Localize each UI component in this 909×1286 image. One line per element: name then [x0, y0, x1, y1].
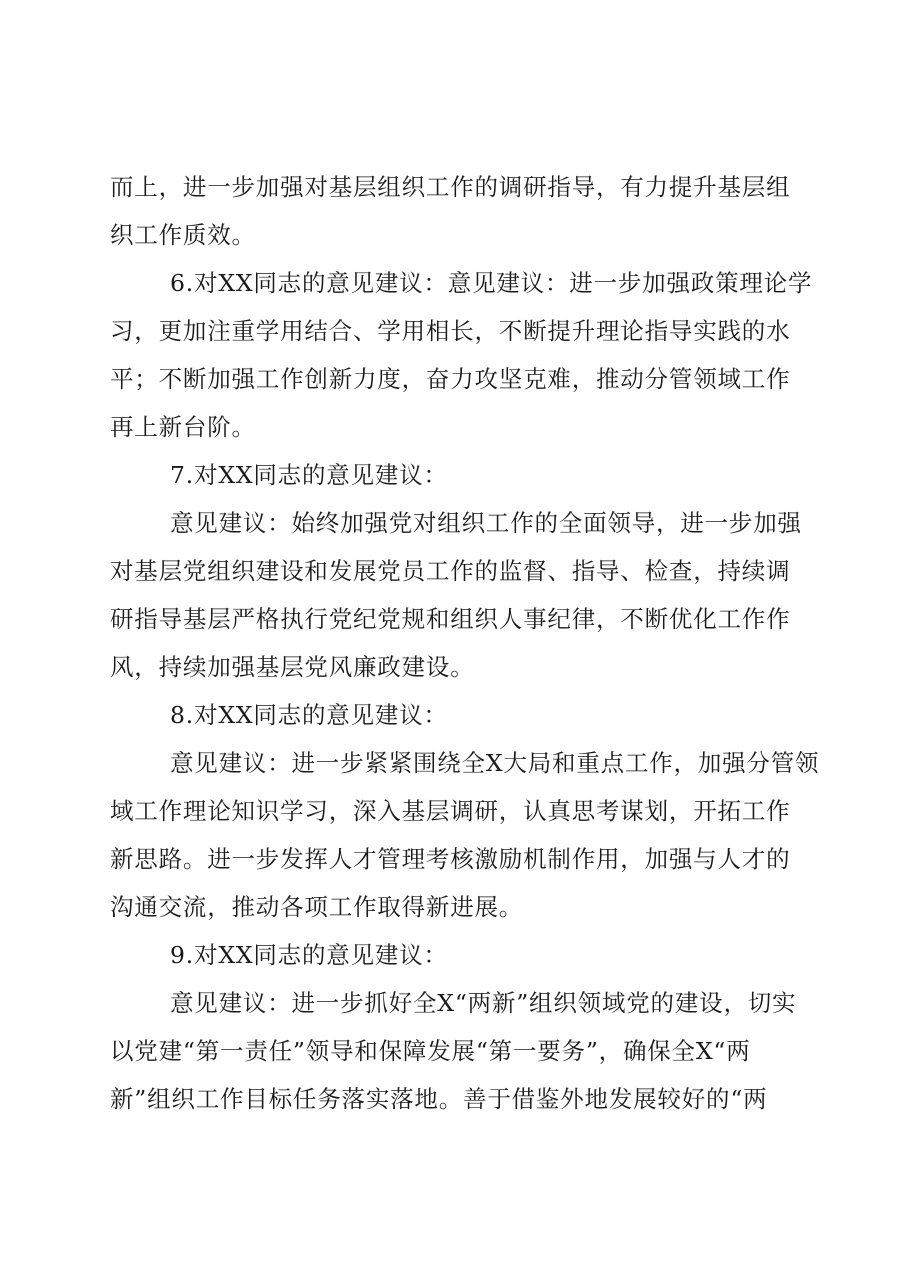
- paragraph-suggestion-9: [110, 979, 810, 1123]
- text-line: 风，持续加强基层党风廉政建设。: [110, 653, 475, 681]
- paragraph-heading-9: [110, 931, 810, 979]
- paragraph-continuation: [110, 163, 810, 259]
- text-line: 7.对XX同志的意见建议：: [170, 461, 448, 489]
- text-line: 意见建议：始终加强党对组织工作的全面领导，进一步加强: [170, 509, 802, 537]
- text-line: 以党建“第一责任”领导和保障发展“第一要务”，确保全X“两: [110, 1037, 751, 1065]
- text-line: 织工作质效。: [110, 221, 256, 249]
- text-line: 6.对XX同志的意见建议：意见建议：进一步加强政策理论学: [170, 269, 813, 297]
- text-line: 8.对XX同志的意见建议：: [170, 701, 448, 729]
- text-line: 意见建议：进一步抓好全X“两新”组织领域党的建设，切实: [170, 989, 797, 1017]
- text-line: 平；不断加强工作创新力度，奋力攻坚克难，推动分管领域工作: [110, 365, 791, 393]
- paragraph-heading-8: [110, 691, 810, 739]
- paragraph-heading-7: [110, 451, 810, 499]
- paragraph-suggestion-7: [110, 499, 810, 691]
- text-line: 沟通交流，推动各项工作取得新进展。: [110, 893, 524, 921]
- text-line: 对基层党组织建设和发展党员工作的监督、指导、检查，持续调: [110, 557, 791, 585]
- text-line: 再上新台阶。: [110, 413, 256, 441]
- document-body: [110, 163, 820, 1123]
- text-line: 研指导基层严格执行党纪党规和组织人事纪律，不断优化工作作: [110, 605, 791, 633]
- text-line: 意见建议：进一步紧紧围绕全X大局和重点工作，加强分管领: [170, 749, 820, 777]
- text-line: 9.对XX同志的意见建议：: [170, 941, 448, 969]
- text-line: 新”组织工作目标任务落实落地。善于借鉴外地发展较好的“两: [110, 1085, 768, 1113]
- text-line: 域工作理论知识学习，深入基层调研，认真思考谋划，开拓工作: [110, 797, 791, 825]
- text-line: 新思路。进一步发挥人才管理考核激励机制作用，加强与人才的: [110, 845, 791, 873]
- text-line: 习，更加注重学用结合、学用相长，不断提升理论指导实践的水: [110, 317, 791, 345]
- text-line: 而上，进一步加强对基层组织工作的调研指导，有力提升基层组: [110, 173, 791, 201]
- paragraph-suggestion-8: [110, 739, 820, 931]
- paragraph-item-6: [110, 259, 813, 451]
